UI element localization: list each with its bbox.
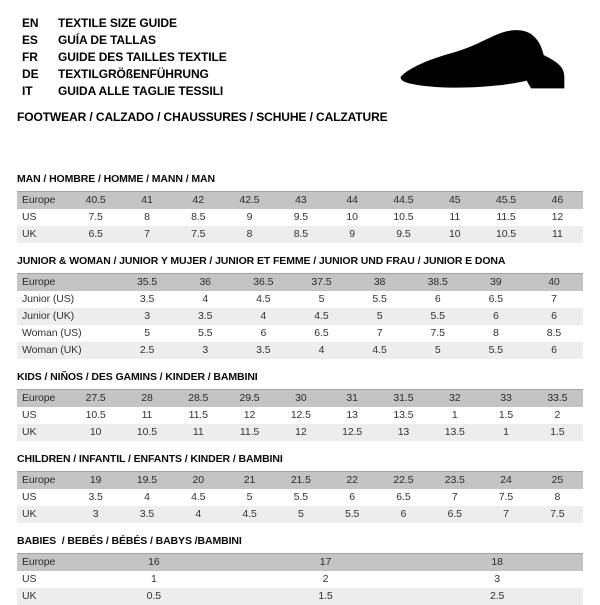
size-cell: 1	[503, 426, 509, 438]
size-cell: 6	[349, 491, 355, 503]
table-row	[17, 192, 583, 210]
size-cell: 33.5	[547, 392, 568, 404]
row-label: Woman (UK)	[22, 344, 82, 356]
size-cell: 9	[349, 228, 355, 240]
size-cell: 3	[494, 573, 501, 585]
size-table-title: JUNIOR & WOMAN / JUNIOR Y MUJER / JUNIOR ET FEMME / JUNIOR UND FRAU / JUNIOR E DONA	[17, 255, 506, 267]
row-label: Europe	[22, 556, 56, 568]
size-cell: 5.5	[430, 310, 445, 322]
size-cell: 13	[397, 426, 410, 438]
size-cell: 5	[434, 344, 441, 356]
size-cell: 1.5	[498, 409, 514, 421]
size-cell: 5.5	[344, 508, 360, 520]
size-cell: 44.5	[393, 194, 414, 206]
row-label: Europe	[22, 276, 56, 288]
size-cell: 8.5	[293, 228, 308, 240]
row-label: Europe	[22, 194, 56, 206]
size-cell: 30	[295, 392, 307, 404]
size-cell: 43	[295, 194, 307, 206]
table-row	[17, 325, 583, 342]
size-cell: 8	[492, 327, 499, 339]
size-cell: 41	[141, 194, 153, 206]
table-row	[17, 506, 583, 523]
size-cell: 4.5	[256, 293, 271, 305]
language-code: DE	[22, 66, 39, 81]
size-cell: 10.5	[85, 409, 106, 421]
size-cell: 9.5	[293, 211, 308, 223]
table-row	[17, 588, 583, 605]
size-cell: 3	[92, 508, 99, 520]
size-cell: 3.5	[198, 310, 213, 322]
size-cell: 11	[449, 211, 461, 223]
table-row	[17, 308, 583, 325]
size-cell: 20	[192, 474, 204, 486]
size-cell: 17	[319, 556, 332, 568]
size-cell: 2.5	[139, 344, 155, 356]
size-cell: 21.5	[290, 474, 311, 486]
row-label: Europe	[22, 392, 56, 404]
size-cell: 10	[448, 228, 461, 240]
size-cell: 6	[551, 310, 557, 322]
table-row	[17, 209, 583, 226]
size-cell: 2	[554, 409, 561, 421]
size-cell: 1.5	[550, 426, 565, 438]
language-label: TEXTILGRÖßENFÜHRUNG	[58, 66, 209, 81]
size-cell: 11	[192, 426, 204, 438]
row-label: UK	[22, 426, 37, 438]
size-section-babies	[17, 535, 583, 605]
size-cell: 12	[243, 409, 256, 421]
size-cell: 3.5	[256, 344, 271, 356]
size-cell: 16	[148, 556, 160, 568]
size-cell: 5.5	[198, 327, 213, 339]
size-cell: 27.5	[85, 392, 106, 404]
size-cell: 7.5	[550, 508, 565, 520]
table-row	[17, 472, 583, 490]
size-cell: 4	[202, 293, 209, 305]
size-table-children	[17, 471, 583, 523]
size-cell: 4.5	[191, 491, 206, 503]
size-cell: 9	[246, 211, 253, 223]
size-cell: 10.5	[393, 211, 414, 223]
size-cell: 31	[346, 392, 358, 404]
size-cell: 31.5	[393, 392, 414, 404]
size-cell: 13.5	[444, 426, 465, 438]
size-table-babies	[17, 553, 583, 605]
size-cell: 6.5	[88, 228, 103, 240]
size-cell: 33	[500, 392, 512, 404]
size-cell: 36	[199, 276, 211, 288]
size-cell: 7.5	[191, 228, 206, 240]
size-cell: 4	[318, 344, 325, 356]
size-cell: 12	[295, 426, 307, 438]
size-cell: 1.5	[318, 590, 333, 602]
size-cell: 42.5	[239, 194, 260, 206]
size-cell: 11.5	[239, 426, 260, 438]
size-cell: 7.5	[430, 327, 445, 339]
size-cell: 35.5	[137, 276, 158, 288]
size-cell: 6	[260, 327, 267, 339]
table-row	[17, 407, 583, 424]
size-cell: 5	[246, 491, 253, 503]
size-cell: 2	[322, 573, 329, 585]
size-table-junior-woman	[17, 273, 583, 359]
size-table-title: KIDS / NIÑOS / DES GAMINS / KINDER / BAMBINI	[17, 371, 258, 383]
size-table-title: CHILDREN / INFANTIL / ENFANTS / KINDER / BAMBINI	[17, 453, 283, 465]
size-cell: 6	[400, 508, 407, 520]
dress-shoe-icon	[394, 26, 580, 98]
size-cell: 40.5	[85, 194, 106, 206]
size-cell: 29.5	[239, 392, 260, 404]
size-cell: 19	[89, 474, 102, 486]
row-label: US	[22, 573, 37, 585]
size-cell: 8	[144, 211, 150, 223]
size-cell: 9.5	[396, 228, 411, 240]
size-cell: 2.5	[490, 590, 505, 602]
size-cell: 19.5	[136, 474, 157, 486]
size-cell: 38	[373, 276, 386, 288]
size-cell: 12	[551, 211, 564, 223]
row-label: UK	[22, 508, 37, 520]
size-cell: 38.5	[427, 276, 448, 288]
table-row	[17, 424, 583, 441]
size-cell: 22.5	[393, 474, 414, 486]
row-label: UK	[22, 228, 37, 240]
size-cell: 8	[246, 228, 253, 240]
size-cell: 5	[376, 310, 383, 322]
size-cell: 18	[491, 556, 503, 568]
size-cell: 13	[346, 409, 358, 421]
size-cell: 4	[195, 508, 202, 520]
size-cell: 3.5	[139, 508, 155, 520]
row-label: US	[22, 491, 37, 503]
size-cell: 40	[548, 276, 560, 288]
table-row	[17, 390, 583, 408]
size-cell: 39	[490, 276, 502, 288]
size-table-kids	[17, 389, 583, 441]
size-cell: 36.5	[253, 276, 274, 288]
row-label: US	[22, 211, 37, 223]
size-cell: 21	[243, 474, 256, 486]
language-code: EN	[22, 15, 39, 30]
size-cell: 12.5	[342, 426, 363, 438]
size-cell: 10	[89, 426, 102, 438]
language-code: FR	[22, 49, 38, 64]
size-cell: 6	[434, 293, 441, 305]
size-cell: 5.5	[488, 344, 503, 356]
table-row	[17, 274, 583, 292]
size-cell: 24	[500, 474, 512, 486]
size-cell: 11.5	[188, 409, 208, 421]
size-table-title: MAN / HOMBRE / HOMME / MANN / MAN	[17, 173, 215, 185]
size-cell: 11	[141, 409, 153, 421]
size-cell: 5	[297, 508, 304, 520]
size-cell: 23.5	[444, 474, 465, 486]
size-cell: 3	[202, 344, 209, 356]
size-cell: 44	[346, 194, 358, 206]
size-cell: 3.5	[88, 491, 103, 503]
size-cell: 5.5	[293, 491, 308, 503]
category-title: FOOTWEAR / CALZADO / CHAUSSURES / SCHUHE / CALZATURE	[17, 110, 388, 124]
language-code: IT	[22, 83, 33, 98]
size-cell: 13.5	[393, 409, 414, 421]
size-cell: 7	[376, 327, 383, 339]
size-cell: 42	[192, 194, 204, 206]
size-cell: 10	[346, 211, 358, 223]
size-cell: 22	[346, 474, 358, 486]
size-table-title: BABIES / BEBÉS / BÉBÉS / BABYS /BAMBINI	[17, 535, 242, 547]
row-label: Europe	[22, 474, 56, 486]
row-label: UK	[22, 590, 37, 602]
size-cell: 0.5	[146, 590, 161, 602]
size-cell: 32	[448, 392, 461, 404]
size-cell: 10.5	[496, 228, 517, 240]
size-cell: 8.5	[191, 211, 206, 223]
size-cell: 11.5	[496, 211, 516, 223]
size-cell: 7	[451, 491, 458, 503]
size-cell: 12.5	[290, 409, 311, 421]
row-label: Junior (UK)	[22, 310, 74, 322]
size-cell: 11	[551, 228, 563, 240]
size-table-man	[17, 191, 583, 243]
size-cell: 6	[492, 310, 499, 322]
size-cell: 5	[144, 327, 150, 339]
size-cell: 1	[150, 573, 157, 585]
size-cell: 6.5	[488, 293, 503, 305]
size-cell: 6.5	[396, 491, 411, 503]
size-cell: 7.5	[88, 211, 103, 223]
language-label: TEXTILE SIZE GUIDE	[58, 15, 177, 30]
size-cell: 7	[144, 228, 150, 240]
size-cell: 8.5	[546, 327, 562, 339]
table-row	[17, 554, 583, 572]
size-cell: 6.5	[447, 508, 462, 520]
size-cell: 46	[551, 194, 564, 206]
language-label: GUIDA ALLE TAGLIE TESSILI	[58, 83, 224, 98]
size-cell: 8	[554, 491, 561, 503]
size-cell: 7.5	[498, 491, 514, 503]
size-cell: 4	[260, 310, 267, 322]
table-row	[17, 571, 583, 588]
size-cell: 6.5	[314, 327, 329, 339]
size-cell: 4.5	[242, 508, 257, 520]
size-cell: 25	[551, 474, 564, 486]
language-code: ES	[22, 32, 38, 47]
size-cell: 3.5	[139, 293, 155, 305]
size-cell: 4	[144, 491, 150, 503]
table-row	[17, 342, 583, 359]
size-section-man	[17, 173, 583, 243]
size-cell: 4.5	[314, 310, 329, 322]
size-cell: 1	[451, 409, 458, 421]
row-label: Woman (US)	[22, 327, 82, 339]
size-cell: 7	[503, 508, 509, 520]
size-cell: 37.5	[311, 276, 332, 288]
row-label: Junior (US)	[22, 293, 74, 305]
table-row	[17, 226, 583, 243]
size-section-kids	[17, 371, 583, 441]
language-label: GUIDE DES TAILLES TEXTILE	[58, 49, 227, 64]
size-cell: 10.5	[136, 426, 157, 438]
size-cell: 5	[318, 293, 325, 305]
size-section-children	[17, 453, 583, 523]
table-row	[17, 489, 583, 506]
size-cell: 28	[141, 392, 153, 404]
size-cell: 6	[551, 344, 557, 356]
size-cell: 4.5	[372, 344, 387, 356]
row-label: US	[22, 409, 37, 421]
size-cell: 45	[448, 194, 461, 206]
size-cell: 7	[551, 293, 557, 305]
table-row	[17, 291, 583, 308]
size-cell: 5.5	[372, 293, 387, 305]
language-label: GUÍA DE TALLAS	[58, 32, 156, 47]
size-cell: 28.5	[188, 392, 209, 404]
size-cell: 45.5	[496, 194, 517, 206]
size-section-junior-woman	[17, 255, 583, 359]
size-cell: 3	[144, 310, 150, 322]
